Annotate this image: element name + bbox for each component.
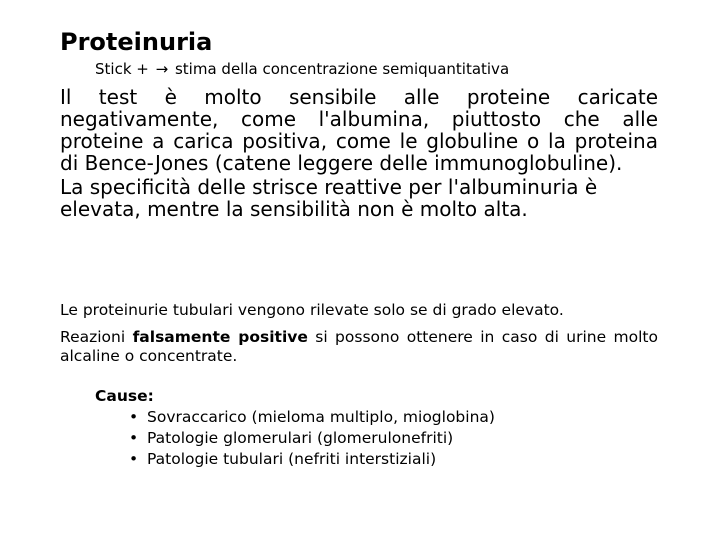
specificity-paragraph: La specificità delle strisce reattive per l'albuminuria è elevata, mentre la sensibilità non è molto alta. (60, 175, 598, 221)
bullet-icon: • (129, 429, 139, 447)
list-item (129, 449, 655, 470)
causes-list (95, 407, 655, 470)
false-positive-note (60, 328, 658, 366)
cause-text: Patologie glomerulari (glomerulonefriti) (147, 429, 454, 447)
false-positive-emphasis: falsamente positive (132, 328, 308, 346)
false-positive-after: si possono ottenere in caso di urine molto alcaline o concentrate. (60, 328, 658, 365)
subtitle-prefix: Stick + (95, 60, 149, 78)
slide-title: Proteinuria (60, 28, 213, 56)
arrow-right-icon: → (155, 60, 169, 78)
list-item (129, 407, 655, 428)
cause-text: Sovraccarico (mieloma multiplo, mioglobina) (147, 408, 495, 426)
bullet-icon: • (129, 408, 139, 426)
list-item (129, 428, 655, 449)
main-paragraph (60, 86, 658, 220)
causes-heading: Cause: (95, 387, 154, 405)
subtitle-text: stima della concentrazione semiquantitativa (174, 60, 510, 78)
false-positive-before: Reazioni (60, 328, 133, 346)
subtitle (95, 60, 509, 78)
cause-text: Patologie tubulari (nefriti interstiziali) (147, 450, 437, 468)
sensitivity-paragraph: Il test è molto sensibile alle proteine caricate negativamente, come l'albumina, piuttosto che alle proteine a carica positiva, come le globuline o la proteina di Bence-Jones (catene leggere delle immunoglobuline). (60, 85, 658, 175)
tubular-note: Le proteinurie tubulari vengono rilevate solo se di grado elevato. (60, 301, 564, 319)
causes-section (95, 386, 655, 470)
notes (60, 300, 658, 366)
bullet-icon: • (129, 450, 139, 468)
